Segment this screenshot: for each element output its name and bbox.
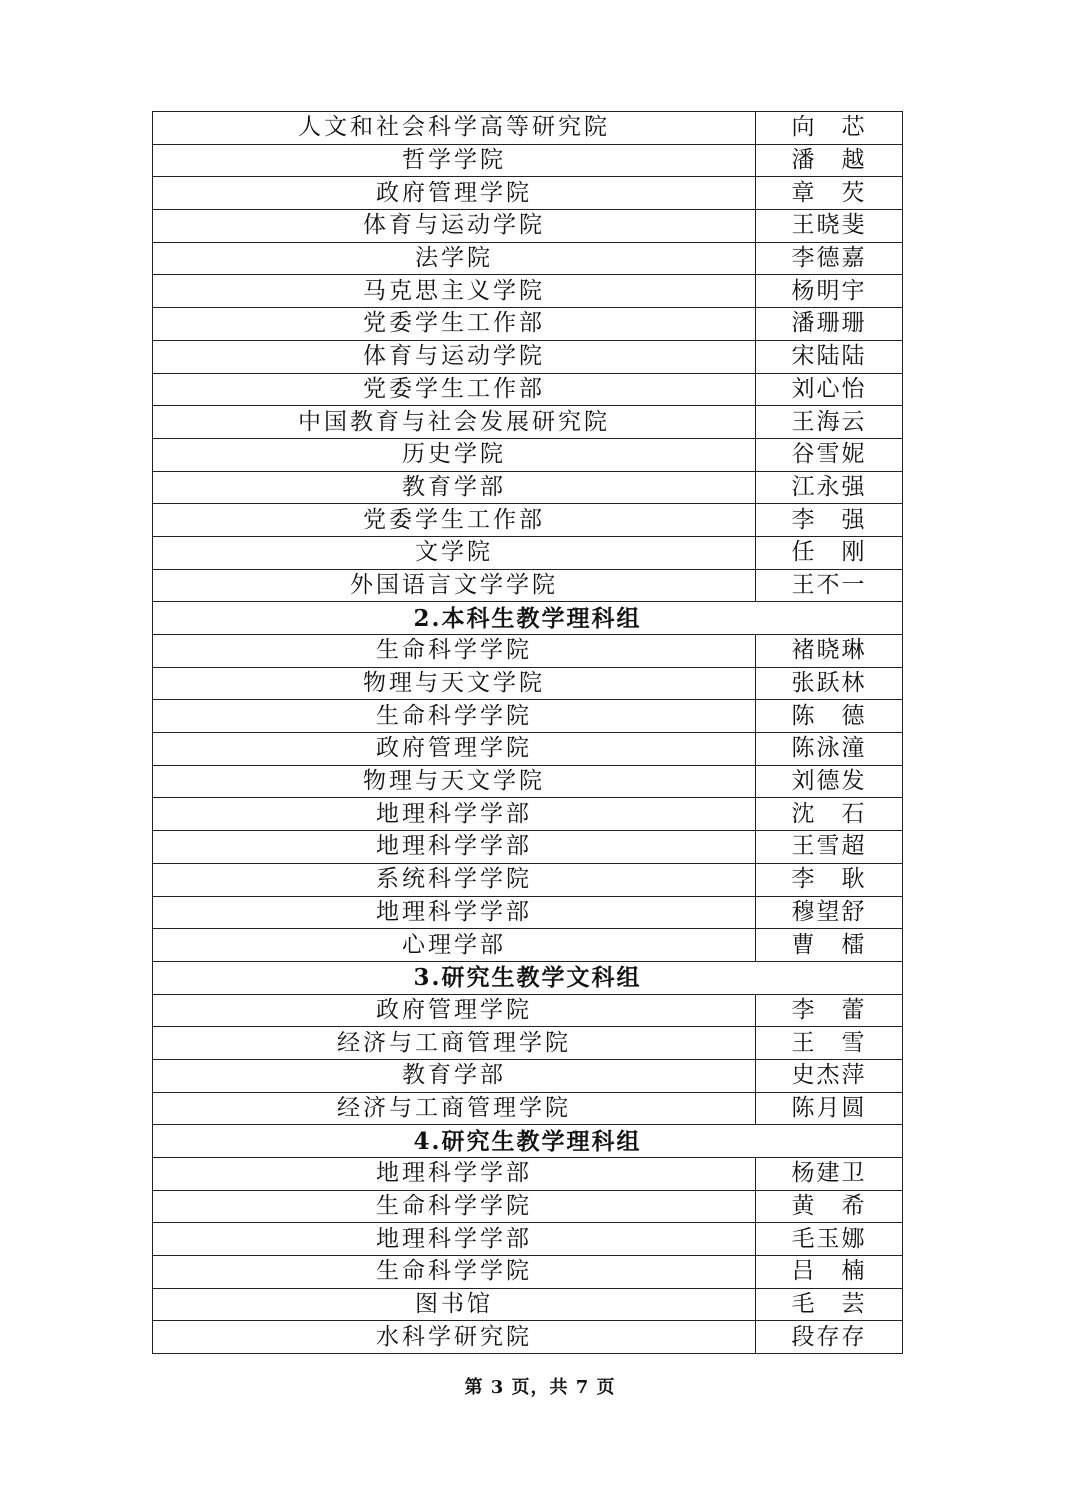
person-name-cell: 潘珊珊 [756, 308, 903, 341]
table-row [153, 242, 903, 275]
unit-cell: 地理科学学部 [153, 896, 756, 929]
unit-cell: 政府管理学院 [153, 733, 756, 766]
group-header-row [153, 602, 903, 635]
unit-cell: 地理科学学部 [153, 1158, 756, 1191]
person-name-cell: 杨明宇 [756, 275, 903, 308]
group-title: 3.研究生教学文科组 [153, 961, 903, 994]
table-row [153, 177, 903, 210]
table-row [153, 765, 903, 798]
person-name-cell: 张跃林 [756, 667, 903, 700]
unit-cell: 历史学院 [153, 438, 756, 471]
person-name-cell: 王不一 [756, 569, 903, 602]
table-row [153, 733, 903, 766]
person-name-cell: 宋陆陆 [756, 340, 903, 373]
table-row [153, 210, 903, 243]
table-row [153, 831, 903, 864]
person-name-cell: 李 耿 [756, 863, 903, 896]
unit-cell: 物理与天文学院 [153, 765, 756, 798]
table-row [153, 1092, 903, 1125]
table-row [153, 275, 903, 308]
table-row [153, 340, 903, 373]
unit-cell: 图书馆 [153, 1288, 756, 1321]
table-row [153, 635, 903, 668]
person-name-cell: 向 芯 [756, 112, 903, 145]
unit-cell: 中国教育与社会发展研究院 [153, 406, 756, 439]
unit-cell: 水科学研究院 [153, 1321, 756, 1354]
person-name-cell: 王晓斐 [756, 210, 903, 243]
table-row [153, 569, 903, 602]
group-title: 2.本科生教学理科组 [153, 602, 903, 635]
roster-table-body [153, 112, 903, 1354]
person-name-cell: 陈泳潼 [756, 733, 903, 766]
table-row [153, 308, 903, 341]
table-row [153, 1027, 903, 1060]
unit-cell: 文学院 [153, 536, 756, 569]
person-name-cell: 任 刚 [756, 536, 903, 569]
unit-cell: 体育与运动学院 [153, 210, 756, 243]
person-name-cell: 穆望舒 [756, 896, 903, 929]
person-name-cell: 章 芡 [756, 177, 903, 210]
table-row [153, 1059, 903, 1092]
table-row [153, 1223, 903, 1256]
table-row [153, 373, 903, 406]
unit-cell: 教育学部 [153, 471, 756, 504]
unit-cell: 马克思主义学院 [153, 275, 756, 308]
person-name-cell: 陈 德 [756, 700, 903, 733]
unit-cell: 体育与运动学院 [153, 340, 756, 373]
table-row [153, 1321, 903, 1354]
group-title: 4.研究生教学理科组 [153, 1125, 903, 1158]
unit-cell: 地理科学学部 [153, 1223, 756, 1256]
person-name-cell: 沈 石 [756, 798, 903, 831]
unit-cell: 人文和社会科学高等研究院 [153, 112, 756, 145]
group-header-row [153, 961, 903, 994]
person-name-cell: 毛玉娜 [756, 1223, 903, 1256]
roster-table [152, 111, 903, 1354]
unit-cell: 物理与天文学院 [153, 667, 756, 700]
group-header-row [153, 1125, 903, 1158]
person-name-cell: 段存存 [756, 1321, 903, 1354]
person-name-cell: 史杰萍 [756, 1059, 903, 1092]
table-row [153, 994, 903, 1027]
unit-cell: 党委学生工作部 [153, 504, 756, 537]
unit-cell: 外国语言文学学院 [153, 569, 756, 602]
table-row [153, 700, 903, 733]
person-name-cell: 毛 芸 [756, 1288, 903, 1321]
unit-cell: 地理科学学部 [153, 798, 756, 831]
unit-cell: 党委学生工作部 [153, 308, 756, 341]
person-name-cell: 李 强 [756, 504, 903, 537]
table-row [153, 863, 903, 896]
unit-cell: 心理学部 [153, 929, 756, 962]
person-name-cell: 黄 希 [756, 1190, 903, 1223]
table-row [153, 1288, 903, 1321]
person-name-cell: 刘心怡 [756, 373, 903, 406]
table-row [153, 112, 903, 145]
person-name-cell: 王雪超 [756, 831, 903, 864]
unit-cell: 党委学生工作部 [153, 373, 756, 406]
person-name-cell: 杨建卫 [756, 1158, 903, 1191]
person-name-cell: 王海云 [756, 406, 903, 439]
person-name-cell: 李 蕾 [756, 994, 903, 1027]
table-row [153, 896, 903, 929]
unit-cell: 生命科学学院 [153, 1190, 756, 1223]
person-name-cell: 陈月圆 [756, 1092, 903, 1125]
unit-cell: 经济与工商管理学院 [153, 1027, 756, 1060]
unit-cell: 经济与工商管理学院 [153, 1092, 756, 1125]
table-row [153, 471, 903, 504]
person-name-cell: 李德嘉 [756, 242, 903, 275]
person-name-cell: 谷雪妮 [756, 438, 903, 471]
table-row [153, 1190, 903, 1223]
person-name-cell: 刘德发 [756, 765, 903, 798]
table-row [153, 1256, 903, 1289]
unit-cell: 系统科学学院 [153, 863, 756, 896]
table-row [153, 929, 903, 962]
unit-cell: 地理科学学部 [153, 831, 756, 864]
unit-cell: 生命科学学院 [153, 700, 756, 733]
page-number-footer: 第 3 页，共 7 页 [464, 1377, 616, 1398]
person-name-cell: 褚晓琳 [756, 635, 903, 668]
table-row [153, 144, 903, 177]
table-row [153, 406, 903, 439]
unit-cell: 生命科学学院 [153, 635, 756, 668]
unit-cell: 政府管理学院 [153, 994, 756, 1027]
table-row [153, 798, 903, 831]
table-row [153, 1158, 903, 1191]
person-name-cell: 曹 檑 [756, 929, 903, 962]
table-row [153, 536, 903, 569]
unit-cell: 哲学学院 [153, 144, 756, 177]
person-name-cell: 王 雪 [756, 1027, 903, 1060]
unit-cell: 教育学部 [153, 1059, 756, 1092]
person-name-cell: 潘 越 [756, 144, 903, 177]
unit-cell: 政府管理学院 [153, 177, 756, 210]
table-row [153, 667, 903, 700]
unit-cell: 法学院 [153, 242, 756, 275]
table-row [153, 504, 903, 537]
unit-cell: 生命科学学院 [153, 1256, 756, 1289]
person-name-cell: 江永强 [756, 471, 903, 504]
person-name-cell: 吕 楠 [756, 1256, 903, 1289]
table-row [153, 438, 903, 471]
